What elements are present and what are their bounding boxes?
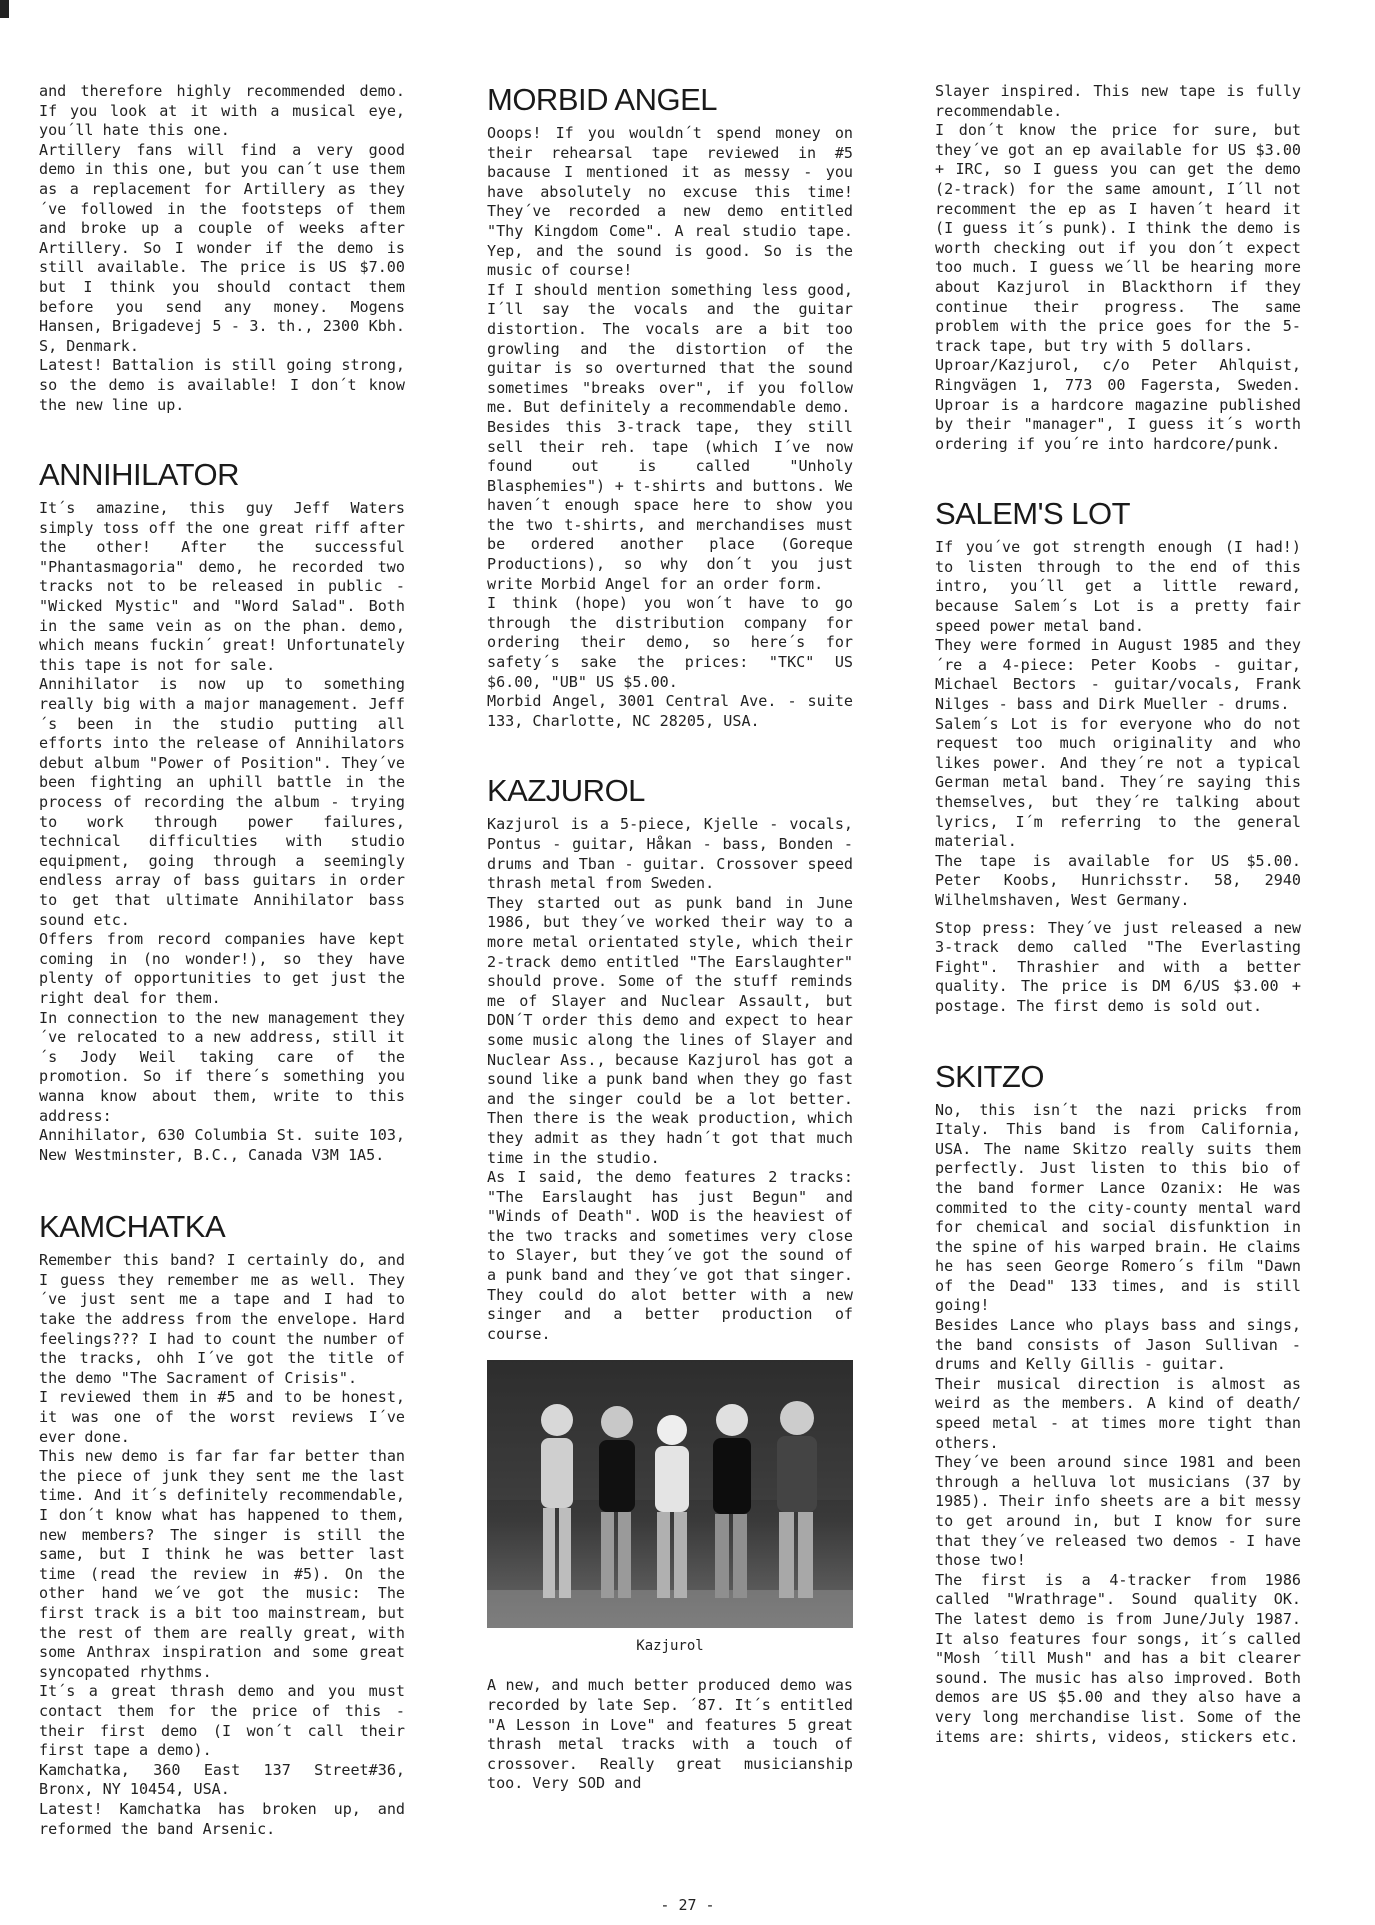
review-text: Latest! Kamchatka has broken up, and reformed the band Arsenic. [39,1799,405,1838]
review-text: Kazjurol is a 5-piece, Kjelle - vocals, Pontus - guitar, Håkan - bass, Bonden - drums and Tban - guitar. Crossover speed thrash metal from Sweden. [487,815,853,893]
review-heading-salems-lot: SALEM'S LOT [935,496,1131,532]
review-text: Artillery fans will find a very good demo in this one, but you can´t use them as a replacement for Artillery as they´ve followed in the footsteps of them and broke up a couple of weeks after Artillery. So I wonder if the demo is still available. The price is US $7.00 but I think you should contact them before you send any money. Mogens Hansen, Brigadevej 5 - 3. th., 2300 Kbh. S, Denmark. [39,140,405,355]
review-text: It´s a great thrash demo and you must contact them for the price of this - their first demo (I won´t call their first tape a demo). [39,1682,405,1760]
review-text: Remember this band? I certainly do, and I guess they remember me as well. They´ve just sent me a tape and I had to take the address from the envelope. Hard feelings??? I had to count the number of the tracks, ohh I´ve got the title of the demo "The Sacrament of Crisis". [39,1251,405,1387]
review-text: Annihilator, 630 Columbia St. suite 103, New Westminster, B.C., Canada V3M 1A5. [39,1126,405,1164]
corner-mark [0,0,9,18]
review-text: Their musical direction is almost as weird as the members. A kind of death/ speed metal - at times more tight than others. [935,1374,1301,1452]
review-text: A new, and much better produced demo was recorded by late Sep. ´87. It´s entitled "A Lesson in Love" and features 5 great thrash metal tracks with a touch of crossover. Really great musicianship too. Very SOD and [487,1676,853,1793]
review-text: Latest! Battalion is still going strong, so the demo is available! I don´t know the new line up. [39,356,405,414]
review-text: As I said, the demo features 2 tracks: "The Earslaught has just Begun" and "Winds of Death". WOD is the heaviest of the two tracks and sometimes very close to Slayer, but they´ve got the sound of a punk band and they´ve got that singer. They could do alot better with a new singer and a better production of course. [487,1168,853,1343]
column-left [39,82,405,1839]
review-text: Kamchatka, 360 East 137 Street#36, Bronx, NY 10454, USA. [39,1760,405,1799]
review-text: They´ve been around since 1981 and been through a helluva lot musicians (37 by 1985). Their info sheets are a bit messy to get around in, but I know for sure that they´ve released two demos - I have those two! [935,1453,1301,1570]
column-middle [487,82,853,1794]
review-heading-skitzo: SKITZO [935,1058,1044,1094]
review-text: Stop press: They´ve just released a new 3-track demo called "The Everlasting Fight". Thrashier and with a better quality. The price is DM 6/US $3.00 + postage. The first demo is sold out. [935,918,1301,1015]
review-text: Besides Lance who plays bass and sings, the band consists of Jason Sullivan - drums and Kelly Gillis - guitar. [935,1316,1301,1374]
review-text: Annihilator is now up to something really big with a major management. Jeff´s been in the studio putting all efforts into the release of Annihilators debut album "Power of Position". They´ve been fighting an uphill battle in the process of recording the album - trying to work through power failures, technical difficulties with studio equipment, going through a seemingly endless array of bass guitars in order to get that ultimate Annihilator bass sound etc. [39,675,405,929]
column-right [935,82,1301,1747]
review-text: Morbid Angel, 3001 Central Ave. - suite 133, Charlotte, NC 28205, USA. [487,692,853,730]
review-heading-annihilator: ANNIHILATOR [39,457,240,493]
review-text: The tape is available for US $5.00. Peter Koobs, Hunrichsstr. 58, 2940 Wilhelmshaven, West Germany. [935,851,1301,909]
page-number: - 27 - [660,1896,715,1914]
review-text: It´s amazine, this guy Jeff Waters simply toss off the one great riff after the other! After the successful "Phantasmagoria" demo, he recorded two tracks not to be released in public - "Wicked Mystic" and "Word Salad". Both in the same vein as on the phan. demo, which means fuckin´ great! Unfortunately this tape is not for sale. [39,499,405,674]
review-text: Slayer inspired. This new tape is fully recommendable. [935,82,1301,120]
review-heading-morbid-angel: MORBID ANGEL [487,82,717,117]
review-text: They started out as punk band in June 1986, but they´ve worked their way to a more metal orientated style, which their 2-track demo entitled "The Earslaughter" should prove. Some of the stuff reminds me of Slayer and Nuclear Assault, but DON´T order this demo and expect to hear some music along the lines of Slayer and Nuclear Ass., because Kazjurol has got a sound like a punk band when they go fast and the singer could be a lot better. Then there is the weak production, which they admit as they hadn´t got that much time in the studio. [487,893,853,1167]
review-text: No, this isn´t the nazi pricks from Italy. This band is from California, USA. The name Skitzo really suits them perfectly. Just listen to this bio of the band former Lance Ozanix: He was commited to the city-county mental ward for chemical and social disfunktion in the spine of his warped brain. He claims he has seen George Romero´s film "Dawn of the Dead" 133 times, and is still going! [935,1100,1301,1315]
review-text: In connection to the new management they´ve relocated to a new address, still it´s Jody Weil taking care of the promotion. So if there´s something you wanna know about them, write to this address: [39,1008,405,1125]
review-text: If you´ve got strength enough (I had!) to listen through to the end of this intro, you´ll get a little reward, because Salem´s Lot is a pretty fair speed power metal band. [935,538,1301,635]
review-text: Salem´s Lot is for everyone who do not request too much originality and who likes power. And they´re not a typical German metal band. They´re saying this themselves, but they´re talking about lyrics, I´m referring to the general material. [935,714,1301,851]
review-text: Ooops! If you wouldn´t spend money on their rehearsal tape reviewed in #5 bacause I mentioned it as messy - you have absolutely no excuse this time! They´ve recorded a new demo entitled "Thy Kingdom Come". A real studio tape. Yep, and the sound is good. So is the music of course! [487,124,853,280]
review-text: I don´t know the price for sure, but they´ve got an ep available for US $3.00 + IRC, so I guess you can get the demo (2-track) for the same amount, I´ll not recomment the ep as I haven´t heard it (I guess it´s punk). I think the demo is worth checking out if you don´t expect too much. I guess we´ll be hearing more about Kazjurol in Blackthorn if they continue their progress. The same problem with the price goes for the 5-track tape, but try with 5 dollars. [935,121,1301,355]
band-photo [487,1360,853,1628]
review-text: Offers from record companies have kept coming in (no wonder!), so they have plenty of opportunities to get just the right deal for them. [39,930,405,1007]
review-text: Uproar/Kazjurol, c/o Peter Ahlquist, Ringvägen 1, 773 00 Fagersta, Sweden. Uproar is a hardcore magazine published by their "manager", I guess it´s worth ordering if you´re into hardcore/punk. [935,356,1301,453]
photo-caption: Kazjurol [636,1638,704,1655]
review-text: I reviewed them in #5 and to be honest, it was one of the worst reviews I´ve ever done. [39,1388,405,1446]
review-text: Besides this 3-track tape, they still sell their reh. tape (which I´ve now found out is called "Unholy Blasphemies") + t-shirts and buttons. We haven´t enough space here to show you the two t-shirts, and merchandises must be ordered another place (Goreque Productions), so why don´t you just write Morbid Angel for an order form. [487,417,853,593]
review-text: They were formed in August 1985 and they´re a 4-piece: Peter Koobs - guitar, Michael Bectors - guitar/vocals, Frank Nilges - bass and Dirk Mueller - drums. [935,636,1301,714]
review-heading-kazjurol: KAZJUROL [487,773,645,809]
review-heading-kamchatka: KAMCHATKA [39,1209,226,1245]
review-text: and therefore highly recommended demo. If you look at it with a musical eye, you´ll hate this one. [39,82,405,140]
review-text: I think (hope) you won´t have to go through the distribution company for ordering their demo, so here´s for safety´s sake the prices: "TKC" US $6.00, "UB" US $5.00. [487,594,853,691]
review-text: If I should mention something less good, I´ll say the vocals and the guitar distortion. The vocals are a bit too growling and the distortion of the guitar is so overturned that the sound sometimes "breaks over", if you follow me. But definitely a recommendable demo. [487,280,853,417]
review-text: This new demo is far far far better than the piece of junk they sent me the last time. And it´s definitely recommendable, I don´t know what has happened to them, new members? The singer is still the same, but I think he was better last time (read the review in #5). On the other hand we´ve got the music: The first track is a bit too mainstream, but the rest of them are really great, with some Anthrax inspiration and some great syncopated rhythms. [39,1447,405,1681]
band-photo-illustration [487,1360,853,1628]
review-text: The first is a 4-tracker from 1986 called "Wrathrage". Sound quality OK. The latest demo is from June/July 1987. It also features four songs, it´s called "Mosh ´till Mush" and has a bit clearer sound. The music has also improved. Both demos are US $5.00 and they also have a very long merchandise list. Some of the items are: shirts, videos, stickers etc. [935,1570,1301,1746]
